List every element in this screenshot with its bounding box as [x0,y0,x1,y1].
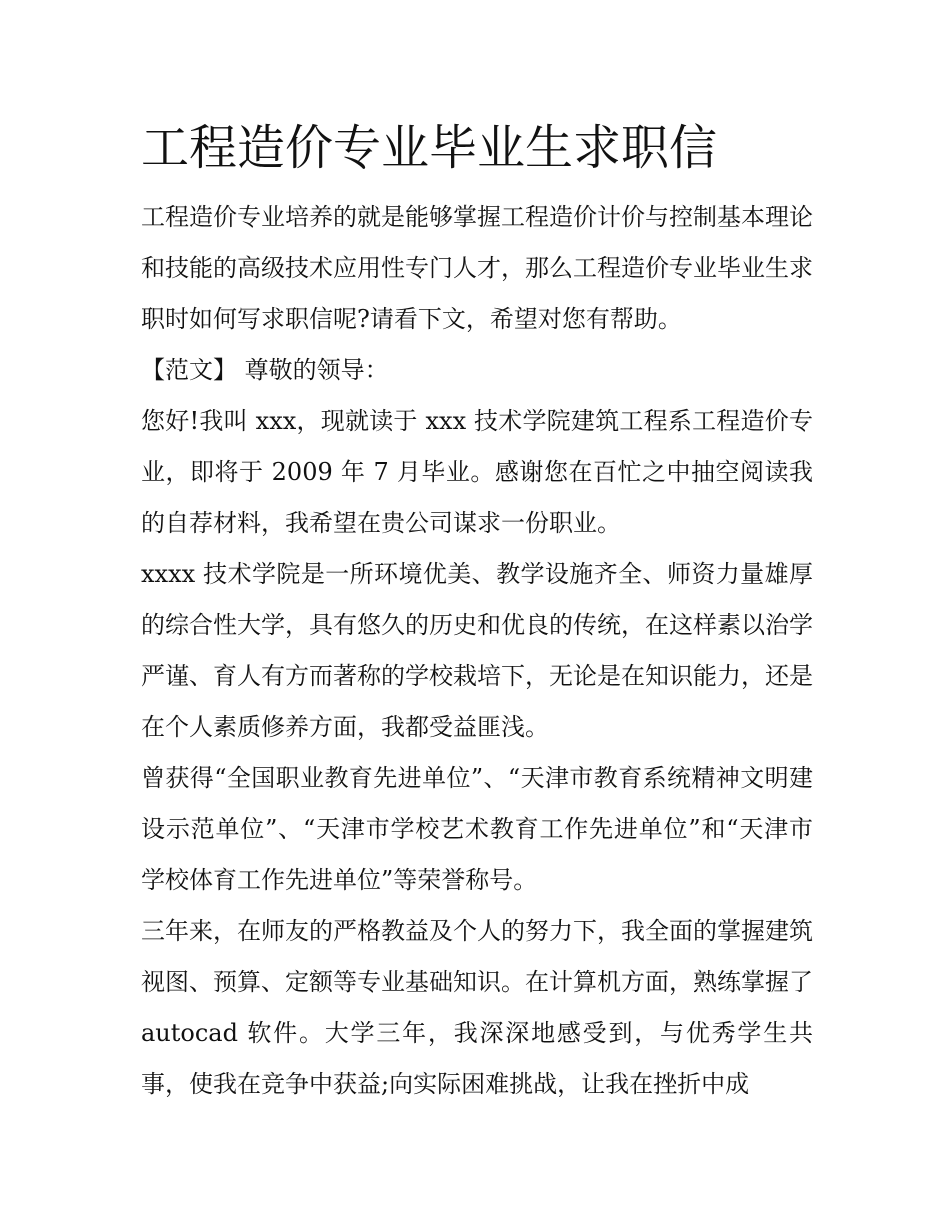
paragraph-school-honors: 曾获得“全国职业教育先进单位”、“天津市教育系统精神文明建设示范单位”、“天津市学校艺术教育工作先进单位”和“天津市学校体育工作先进单位”等荣誉称号。 [141,764,813,894]
paragraph-intro: 工程造价专业培养的就是能够掌握工程造价计价与控制基本理论和技能的高级技术应用性专门人才，那么工程造价专业毕业生求职时如何写求职信呢?请看下文，希望对您有帮助。 [141,203,813,333]
paragraph-self-introduction: 您好!我叫 xxx，现就读于 xxx 技术学院建筑工程系工程造价专业，即将于 2009 年 7 月毕业。感谢您在百忙之中抽空阅读我的自荐材料，我希望在贵公司谋求一份职业。 [141,407,813,537]
document-title: 工程造价专业毕业生求职信 [141,120,718,176]
paragraph-school-description: xxxx 技术学院是一所环境优美、教学设施齐全、师资力量雄厚的综合性大学，具有悠久的历史和优良的传统，在这样素以治学严谨、育人有方而著称的学校栽培下，无论是在知识能力，还是在个人素质修养方面，我都受益匪浅。 [141,560,813,741]
document-body [141,112,813,1110]
paragraph-salutation: 【范文】 尊敬的领导： [141,356,389,384]
paragraph-study-experience: 三年来，在师友的严格教益及个人的努力下，我全面的掌握建筑视图、预算、定额等专业基础知识。在计算机方面，熟练掌握了 autocad 软件。大学三年，我深深地感受到，与优秀学生共事，使我在竞争中获益;向实际困难挑战，让我在挫折中成 [141,917,813,1098]
